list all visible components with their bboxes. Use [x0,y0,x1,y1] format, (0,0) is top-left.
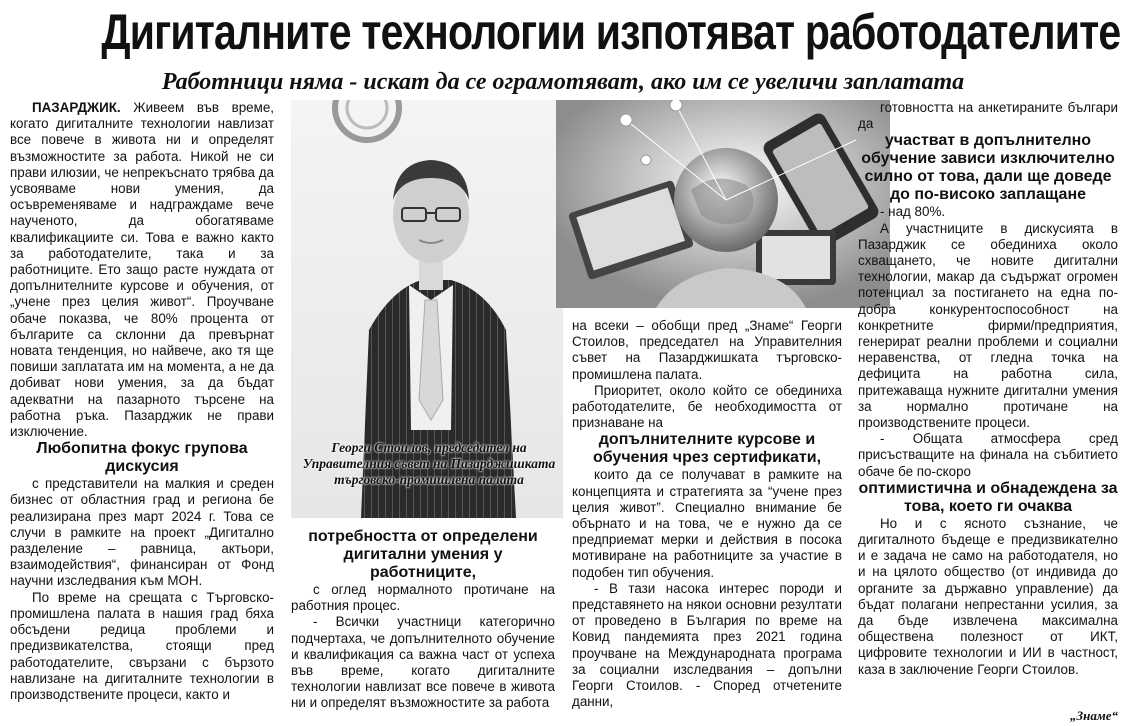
col3-highlight: допълнителните курсове и обучения чрез сертификати, [592,431,822,467]
portrait-caption: Георги Стоилов, председател на Управителния съвет на Пазарджишката търговско-промишлена палата [302,440,556,487]
col3-paragraph-3: които да се получават в рамките на концепцията и стратегията за “учене през целия живот”. Специално внимание бе обърнато и на това, че е нужно да се предприемат мерки и действия в посока мотивиране на работниците за участие в подобен тип обучения. [572,467,842,580]
col1-paragraph-1-text: Живеем във време, когато дигиталните технологии навлизат все повече в живота ни и определят възможностите за работа. Никой не си прави илюзии, че непрекъснато трябва да усвояваме нови умения, да осъвременяваме и надграждаме вече наученото, да обогатяваме квалификациите си. Това е важно както за работодателите, така и за работниците. Ето защо расте нуждата от допълнителните курсове и обучения, от „учене през целия живот“. Проучване обаче показва, че 80% процента от българите са склонни да превърнат новата тенденция, но найвече, ако тя ще повиши заплатата им на момента, а не да добиват нови умения, за да бъдат адекватни на пазарното търсене на работна ръка. Пазарджик не прави изключение. [10,100,274,440]
col4-paragraph-2: - над 80%. [880,204,946,220]
column-1 [10,100,274,703]
subheadline: Работници няма - искат да се ограмотяват, ако им се увеличи заплатата [161,69,965,95]
col3-paragraph-1: на всеки – обобщи пред „Знаме“ Георги Стоилов, председател на Управителния съвет на Пазарджишката търговско-промишлена палата. [572,318,842,382]
col1-paragraph-2: с представители на малкия и среден бизнес от областния град и региона бе реализирана през март 2024 г. Това се случи в рамките на проект „Дигитално разделение – равница, актьори, взаимодействия“, финансиран от Фонд научни изследвания към МОН. [10,476,274,589]
col4-paragraph-1: готовността на анкетираните българи да [858,100,1118,132]
col2-paragraph-1: с оглед нормалното протичане на работния процес. [291,582,555,614]
col1-paragraph-3: По време на срещата с Търговско-промишлена палата в нашия град бяха обсъдени редица проблеми и предизвикателства, стоящи пред работодателите, свързани с бързото навлизане на дигиталните технологии в производствените процеси, както и [10,589,274,702]
column-3 [572,318,842,710]
col2-highlight: потребността от определени дигитални умения у работниците, [308,528,538,581]
col3-paragraph-4: - В тази насока интерес породи и представянето на някои основни резултати от проведено в България по време на Ковид пандемията през 2021 година проучване на Международната програма за социални изследвания – допълни Георги Стоилов. - Според отчетените данни, [572,580,842,710]
column-4 [858,100,1118,678]
technology-photo [556,100,890,308]
col3-paragraph-2: Приоритет, около който се обединиха работодателите, бе необходимостта от признаване на [572,382,842,431]
col4-highlight-2: оптимистична и обнадеждена за това, което ги очаква [858,479,1118,515]
col4-paragraph-3: А участниците в дискусията в Пазарджик се обединиха около схващането, че новите дигитални технологии, макар да съдържат огромен потенциал за постигането на една по-добра конкурентоспособност на конкретните фирми/предприятия, генерират реални проблеми и социални неравенства, от гледна точка на дефицита на работна сила, притежаваща нужните дигитални умения за нормално протичане на производствените процеси. [858,220,1118,431]
dateline: ПАЗАРДЖИК. [32,100,121,115]
headline: Дигиталните технологии изпотяват работодателите [101,4,1121,60]
column-2 [291,528,555,712]
col4-paragraph-5: Но и с ясното съзнание, че дигиталното бъдеще е предизвикателно и е задача не само на работодателя, но и на цялото общество (от индивида до органите за държавно управление) да бъдат полагани непрестанни усилия, за да бъде извлечена максимална обществена полезност от ИКТ, цифровите технологии и ИИ в частност, каза в заключение Георги Стоилов. [858,515,1118,677]
signature: „Знаме“ [1069,708,1118,723]
col1-highlight: Любопитна фокус групова дискусия [36,440,248,476]
col2-paragraph-2: - Всички участници категорично подчертаха, че допълнителното обучение и квалификация са важна част от успеха във време, когато дигиталните технологии навлизат все повече в живота ни и определят възможностите за работа [291,614,555,711]
col4-paragraph-4: - Общата атмосфера сред присъстващите на финала на събитието обаче бе по-скоро [858,431,1118,479]
col4-highlight-1: участват в допълнително обучение зависи изключително силно от това, дали ще доведе до по-високо заплащане [861,132,1115,204]
technology-illustration [556,100,890,308]
col1-paragraph-1 [10,100,274,440]
